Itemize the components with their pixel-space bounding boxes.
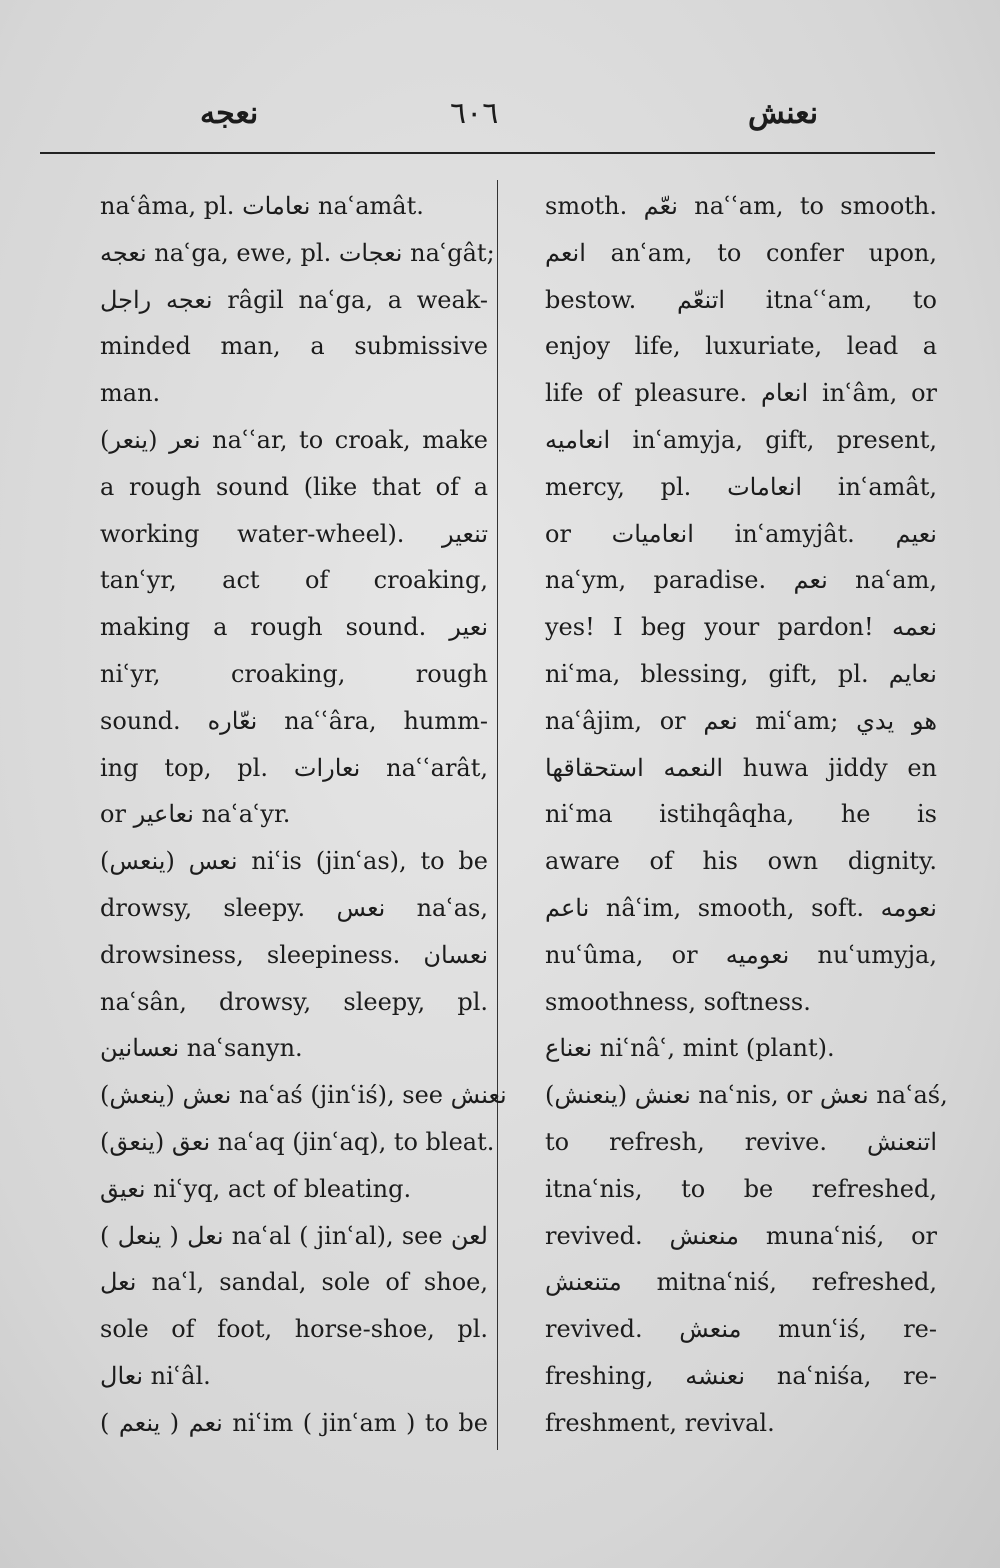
entry-line: revived. منعش munʿiś, re- <box>545 1315 937 1344</box>
entry-line: نعل naʿl, sandal, sole of shoe, <box>100 1268 488 1297</box>
left-column <box>100 183 507 1447</box>
header-right-word: نعنش <box>748 96 819 131</box>
entry-line: yes! I beg your pardon! نعمه <box>545 613 937 642</box>
entry-line: or نعاعير naʿaʿyr. <box>100 800 291 829</box>
entry-line: man. <box>100 379 161 408</box>
entry-line: نعق (ينعق) naʿaq (jinʿaq), to bleat. <box>100 1127 495 1156</box>
entry-line: to refresh, revive. اتنعنش <box>545 1127 937 1156</box>
entry-line: naʿsân, drowsy, sleepy, pl. <box>100 987 488 1016</box>
entry-line: revived. منعنش munaʿniś, or <box>545 1221 938 1250</box>
entry-line: niʿma istihqâqha, he is <box>545 800 937 829</box>
entry-line: nuʿûma, or نعوميه nuʿumyja, <box>545 940 937 969</box>
entry-line: itnaʿnis, to be refreshed, <box>545 1174 937 1203</box>
entry-line: ing top, pl. نعارات naʿʿarât, <box>100 753 488 782</box>
entry-line: ناعم nâʿim, smooth, soft. نعومه <box>545 893 937 922</box>
entry-line: نعجه راجل râgil naʿga, a weak- <box>100 285 489 314</box>
entry-line: a rough sound (like that of a <box>100 472 488 501</box>
entry-line: نعيق niʿyq, act of bleating. <box>100 1174 412 1203</box>
entry-line: نعل ( ينعل ) naʿal ( jinʿal), see لعن <box>100 1221 488 1250</box>
entry-line: life of pleasure. انعام inʿâm, or <box>545 379 937 408</box>
entry-line: انعاميه inʿamyja, gift, present, <box>545 425 937 454</box>
entry-line: sound. نعّاره naʿʿâra, humm- <box>100 706 488 735</box>
header-left-word: نعجه <box>200 96 259 131</box>
entry-line: tanʿyr, act of croaking, <box>100 566 488 595</box>
entry-line: نعسانين naʿsanyn. <box>100 1034 303 1063</box>
entry-line: freshing, نعنشه naʿniśa, re- <box>545 1361 937 1390</box>
entry-line: niʿyr, croaking, rough <box>100 659 488 688</box>
entry-line: niʿma, blessing, gift, pl. نعايم <box>545 659 937 688</box>
entry-line: minded man, a submissive <box>100 332 488 361</box>
entry-line: نعنش (ينعنش) naʿnis, or نعش naʿaś, <box>545 1081 948 1110</box>
entry-line: drowsiness, sleepiness. نعسان <box>100 940 488 969</box>
entry-line: drowsy, sleepy. نعس naʿas, <box>100 893 488 922</box>
entry-line: naʿâma, pl. نعامات naʿamât. <box>100 192 424 220</box>
entry-line: freshment, revival. <box>545 1408 775 1437</box>
entry-line: نعجه naʿga, ewe, pl. نعجات naʿgât; <box>100 238 495 267</box>
entry-line: نعس (ينعس) niʿis (jinʿas), to be <box>100 847 488 876</box>
entry-line: bestow. اتنعّم itnaʿʿam, to <box>545 285 937 314</box>
entry-line: aware of his own dignity. <box>545 847 937 876</box>
right-column <box>545 183 948 1447</box>
entry-line: or انعاميات inʿamyjât. نعيم <box>545 519 937 548</box>
entry-line: working water-wheel). تنعير <box>100 519 488 548</box>
entry-line: متنعنش mitnaʿniś, refreshed, <box>545 1268 937 1297</box>
entry-line: sole of foot, horse-shoe, pl. <box>100 1315 488 1344</box>
column-divider <box>497 180 498 1450</box>
entry-line: نعناع niʿnâʿ, mint (plant). <box>545 1034 835 1063</box>
entry-line: enjoy life, luxuriate, lead a <box>545 332 937 361</box>
entry-line: النعمه استحقاقها huwa jiddy en <box>545 753 937 782</box>
entry-line: naʿâjim, or نعم miʿam; هو يدي <box>545 706 938 735</box>
entry-line: نعر (ينعر) naʿʿar, to croak, make <box>100 425 488 454</box>
entry-line: نعال niʿâl. <box>100 1361 211 1390</box>
entry-line: mercy, pl. انعامات inʿamât, <box>545 472 937 501</box>
entry-line: نعم ( ينعم ) niʿim ( jinʿam ) to be <box>100 1408 488 1437</box>
page-number: ٦٠٦ <box>450 96 499 131</box>
header-rule <box>40 152 935 154</box>
entry-line: انعم anʿam, to confer upon, <box>545 238 937 267</box>
entry-line: smoothness, softness. <box>545 987 811 1016</box>
entry-line: نعش (ينعش) naʿaś (jinʿiś), see نعنش <box>100 1081 507 1110</box>
entry-line: naʿym, paradise. نعم naʿam, <box>545 566 937 595</box>
entry-line: making a rough sound. نعير <box>100 613 488 642</box>
entry-line: smoth. نعّم naʿʿam, to smooth. <box>545 192 937 220</box>
